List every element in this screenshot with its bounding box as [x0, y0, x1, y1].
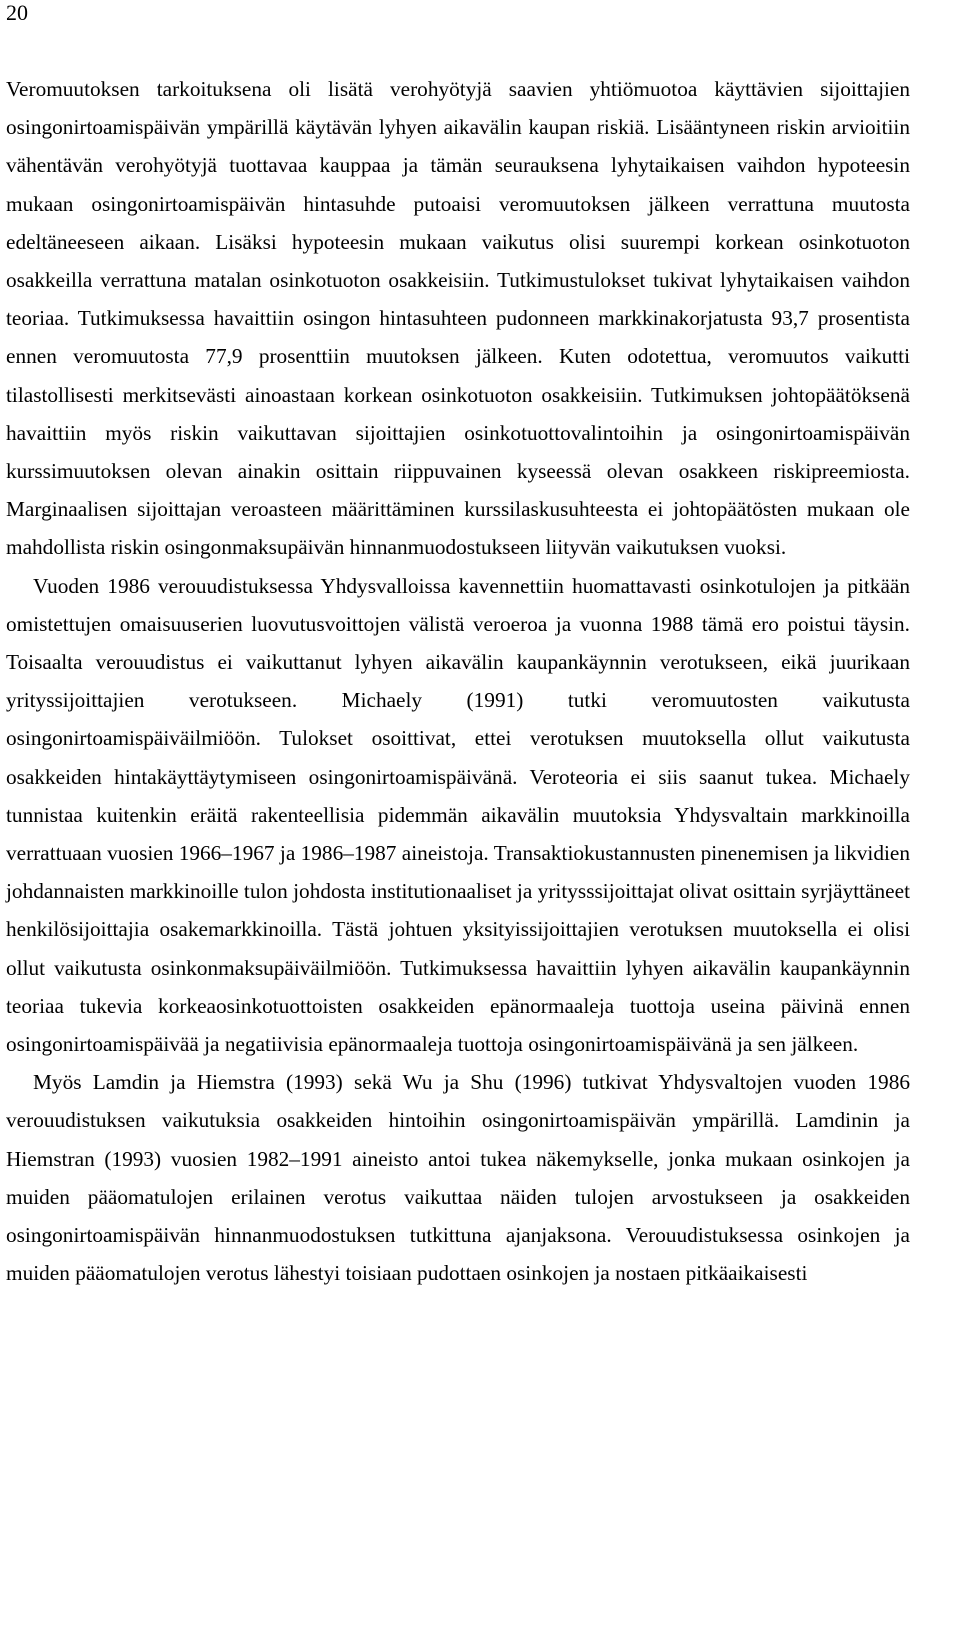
body-text	[6, 70, 910, 1293]
paragraph: Myös Lamdin ja Hiemstra (1993) sekä Wu ja Shu (1996) tutkivat Yhdysvaltojen vuoden 1986 verouudistuksen vaikutuksia osakkeiden hintoihin osingonirtoamispäivän ympärillä. Lamdinin ja Hiemstran (1993) vuosien 1982–1991 aineisto antoi tukea näkemykselle, jonka mukaan osinkojen ja muiden pääomatulojen erilainen verotus vaikuttaa näiden tulojen arvostukseen ja osakkeiden osingonirtoamispäivän hinnanmuodostuksen tutkittuna ajanjaksona. Verouudistuksessa osinkojen ja muiden pääomatulojen verotus lähestyi toisiaan pudottaen osinkojen ja nostaen pitkäaikaisesti	[6, 1070, 910, 1286]
paragraph: Veromuutoksen tarkoituksena oli lisätä verohyötyjä saavien yhtiömuotoa käyttävien sijoittajien osingonirtoamispäivän ympärillä käytävän lyhyen aikavälin kaupan riskiä. Lisääntyneen riskin arvioitiin vähentävän verohyötyjä tuottavaa kauppaa ja tämän seurauksena lyhytaikaisen vaihdon hypoteesin mukaan osingonirtoamispäivän hintasuhde putoaisi veromuutoksen jälkeen verrattuna muutosta edeltäneeseen aikaan. Lisäksi hypoteesin mukaan vaikutus olisi suurempi korkean osinkotuoton osakkeilla verrattuna matalan osinkotuoton osakkeisiin. Tutkimustulokset tukivat lyhytaikaisen vaihdon teoriaa. Tutkimuksessa havaittiin osingon hintasuhteen pudonneen markkinakorjatusta 93,7 prosentista ennen veromuutosta 77,9 prosenttiin muutoksen jälkeen. Kuten odotettua, veromuutos vaikutti tilastollisesti merkitsevästi ainoastaan korkean osinkotuoton osakkeisiin. Tutkimuksen johtopäätöksenä havaittiin myös riskin vaikuttavan sijoittajien osinkotuottovalintoihin ja osingonirtoamispäivän kurssimuutoksen olevan ainakin osittain riippuvainen kyseessä olevan osakkeen riskipreemiosta. Marginaalisen sijoittajan veroasteen määrittäminen kurssilaskusuhteesta ei johtopäätösten mukaan ole mahdollista riskin osingonmaksupäivän hinnanmuodostukseen liityvän vaikutuksen vuoksi.	[6, 77, 910, 560]
page-number: 20	[6, 0, 28, 25]
paragraph: Vuoden 1986 verouudistuksessa Yhdysvalloissa kavennettiin huomattavasti osinkotulojen ja pitkään omistettujen omaisuuserien luovutusvoittojen välistä veroeroa ja vuonna 1988 tämä ero poistui täysin. Toisaalta verouudistus ei vaikuttanut lyhyen aikavälin kaupankäynnin verotukseen, eikä juurikaan yrityssijoittajien verotukseen. Michaely (1991) tutki veromuutosten vaikutusta osingonirtoamispäiväilmiöön. Tulokset osoittivat, ettei verotuksen muutoksella ollut vaikutusta osakkeiden hintakäyttäytymiseen osingonirtoamispäivänä. Veroteoria ei siis saanut tukea. Michaely tunnistaa kuitenkin eräitä rakenteellisia pidemmän aikavälin muutoksia Yhdysvaltain markkinoilla verrattuaan vuosien 1966–1967 ja 1986–1987 aineistoja. Transaktiokustannusten pinenemisen ja likvidien johdannaisten markkinoille tulon johdosta institutionaaliset ja yritysssijoittajat olivat osittain syrjäyttäneet henkilösijoittajia osakemarkkinoilla. Tästä johtuen yksityissijoittajien verotuksen muutoksella ei olisi ollut vaikutusta osinkonmaksupäiväilmiöön. Tutkimuksessa havaittiin lyhyen aikavälin kaupankäynnin teoriaa tukevia korkeaosinkotuottoisten osakkeiden epänormaaleja tuottoja useina päivinä ennen osingonirtoamispäivää ja negatiivisia epänormaaleja tuottoja osingonirtoamispäivänä ja sen jälkeen.	[6, 573, 910, 1057]
